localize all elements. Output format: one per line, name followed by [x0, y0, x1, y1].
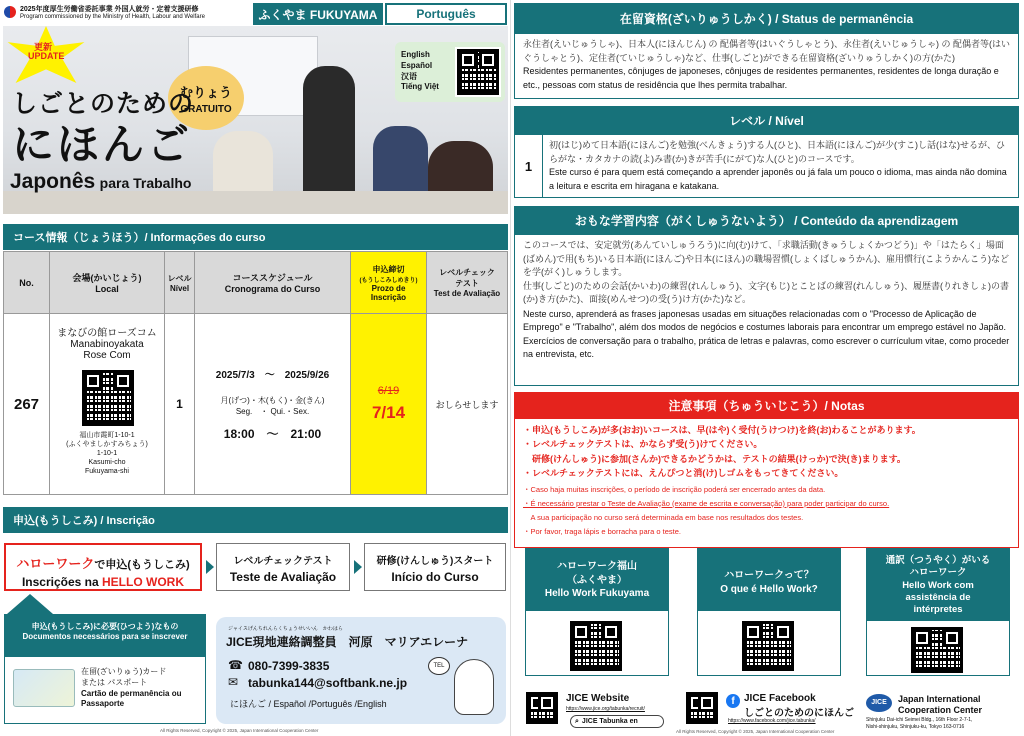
hello-work-qr-code[interactable]	[570, 621, 622, 671]
arrow-icon	[354, 560, 362, 574]
copyright-right: All Rights Reserved, Copyright © 2025, Japan International Cooperation Center	[676, 729, 835, 734]
level-number: 1	[515, 135, 543, 197]
phone-icon: ☎	[228, 658, 243, 672]
free-jp: むりょう	[179, 84, 232, 100]
facebook-url[interactable]: https://www.facebook.com/jice.tabunka/	[728, 718, 816, 724]
org-address-1: Shinjuku Dai-ichi Seimei Bldg., 16th Floor 2-7-1,	[866, 717, 973, 723]
website-title: JICE Website	[566, 693, 630, 704]
step-start: 研修(けんしゅう)スタート Início do Curso	[364, 543, 506, 591]
col-test: レベルチェック テスト Test de Avaliação	[427, 252, 508, 314]
jice-logo: JICE	[866, 694, 892, 712]
contact-languages: にほんご / Español /Português /English	[230, 699, 387, 709]
level-value: 1	[165, 314, 195, 495]
up-arrow-icon	[7, 594, 53, 614]
content-pt2: Exercícios de conversação para o trabalho, prática de letras e palavras, como escrever o currículum vitae, como proceder na entrevista, etc.	[523, 335, 1010, 359]
note-jp: 研修(けんしゅう)に参加(さんか)できるかどうかは、テストの結果(けっか)で決(き)まります。	[523, 453, 906, 464]
facebook-title: JICE Facebook	[744, 693, 816, 704]
what-is-hello-work-qr-code[interactable]	[742, 621, 794, 671]
course-number: 267	[4, 314, 50, 495]
documents-box-header: 申込(もうしこみ)に必要(ひつよう)なもの Documentos necessários para se inscrever	[4, 614, 206, 656]
column-divider	[510, 0, 511, 736]
note-jp: ・レベルチェックテストは、かならず受(う)けてください。	[523, 439, 763, 450]
teacher-image	[303, 66, 355, 206]
contact-box	[216, 617, 506, 724]
link-card-what-is-hello-work: ハローワークって？ O que é Hello Work?	[697, 548, 841, 676]
course-info-header: コース情報（じょうほう）/ Informações do curso	[3, 224, 508, 250]
content-header: おもな学習内容（がくしゅうないよう） / Conteúdo da aprendizagem	[514, 206, 1019, 234]
col-level: レベル Nível	[165, 252, 195, 314]
notes-box	[514, 418, 1019, 548]
search-box[interactable]: ⌕ JICE Tabunka en	[570, 715, 664, 728]
contact-name: JICE現地連絡調整員 河原 マリアエレーナ	[226, 635, 469, 649]
col-venue: 会場(かいじょう) Local	[50, 252, 165, 314]
step-test: レベルチェックテスト Teste de Avaliação	[216, 543, 350, 591]
org-line2: Program commissioned by the Ministry of Health, Labour and Welfare	[20, 14, 205, 20]
subtitle	[10, 170, 191, 194]
person-on-phone-icon	[454, 659, 494, 715]
desk-image	[3, 191, 508, 214]
org-name-1: Japan International	[898, 694, 981, 704]
course-table	[3, 251, 508, 495]
level-header: レベル / Nível	[514, 106, 1019, 134]
status-jp: 永住者(えいじゅうしゃ)、日本人(にほんじん) の 配偶者等(はいぐうしゃとう)、永住者(えいじゅうしゃ) の 配偶者等(はいぐうしゃとう)、定住者(ていじゅうしゃ)など、仕事(しごと)ができる在留資格(ざいりゅうしかく)の方(かた)	[523, 39, 1010, 63]
lang-vietnamese: Tiếng Việt	[401, 82, 439, 92]
level-pt: Este curso é para quem está começando a aprender japonês ou já fala um pouco o idioma, mas ainda não domina a leitura e escrita em hiragana e katakana.	[549, 167, 1007, 191]
interpreter-qr-code[interactable]	[911, 627, 963, 673]
org-line1: 2025年度厚生労働省委託事業 外国人就労・定着支援研修	[20, 6, 199, 13]
facebook-name: しごとのためのにほんご	[744, 708, 854, 719]
status-box	[514, 33, 1019, 99]
step-hello-work: ハローワークで申込(もうしこみ) Inscrições na HELLO WORK	[4, 543, 202, 591]
copyright-left: All Rights Reserved, Copyright © 2025, Japan International Cooperation Center	[160, 728, 319, 733]
website-qr-code[interactable]	[526, 692, 558, 724]
email-address[interactable]: tabunka144@softbank.ne.jp	[248, 676, 408, 690]
content-pt1: Neste curso, aprenderá as frases japonesas usadas em situações relacionadas com o "Processo de Aplicação de Emprego" e "Trabalho", além dos modos de negócios e costumes laborais para encontrar um emprego estável no Japão.	[523, 308, 1007, 332]
note-pt: ・Caso haja muitas inscrições, o período de inscrição poderá ser encerrado antes da data.	[523, 484, 826, 494]
level-box	[514, 134, 1019, 198]
status-header: 在留資格(ざいりゅうしかく) / Status de permanência	[514, 3, 1019, 33]
table-row	[4, 314, 508, 495]
title-big: にほんご	[12, 121, 193, 168]
id-card-icon	[13, 669, 75, 707]
note-jp: ・レベルチェックテストには、えんぴつと消(け)しゴムをもってきてください。	[523, 468, 844, 479]
venue-cell: まなびの館ローズコム Manabinoyakata Rose Com 福山市霞町1-10-1 (ふくやましかすみちょう) 1-10-1 Kasumi-cho Fukuyama-shi	[50, 314, 165, 495]
other-languages-box	[395, 42, 505, 102]
note-jp: ・申込(もうしこみ)が多(おお)いコースは、早(はや)く受付(うけつけ)を終(お)わることがあります。	[523, 425, 921, 435]
tel-bubble: TEL	[428, 657, 450, 675]
apply-header: 申込(もうしこみ) / Inscrição	[3, 507, 508, 533]
org-header	[4, 3, 252, 25]
link-card-interpreter: 通訳（つうやく）がいる ハローワーク Hello Work com assistência de intérpretes	[866, 548, 1010, 676]
note-pt: A sua participação no curso será determinada em base nos resultados dos testes.	[523, 513, 804, 523]
org-name-2: Cooperation Center	[898, 705, 983, 715]
link-card-hello-work: ハローワーク福山 （ふくやま） Hello Work Fukuyama	[525, 548, 669, 676]
mhlw-logo-icon	[4, 6, 16, 18]
language-label: Português	[385, 3, 507, 25]
city-label: ふくやま FUKUYAMA	[253, 3, 383, 25]
deadline-cell: 6/19 7/14	[351, 314, 427, 495]
arrow-icon	[206, 560, 214, 574]
phone-number[interactable]: 080-7399-3835	[248, 659, 330, 673]
facebook-icon: f	[726, 694, 740, 708]
lang-english: English	[401, 50, 430, 59]
update-jp: 更新	[34, 42, 53, 52]
subtitle-main: Japonês	[10, 170, 96, 193]
free-pt: GRATUITO	[180, 103, 232, 115]
search-icon: ⌕	[575, 717, 579, 725]
test-cell: おしらせします	[427, 314, 508, 495]
subtitle-rest: para Trabalho	[99, 175, 192, 191]
update-en: UPDATE	[28, 51, 65, 61]
lang-spanish: Español	[401, 60, 433, 70]
level-jp: 初(はじ)めて日本語(にほんご)を勉強(べんきょう)する人(ひと)、日本語(にほんご)が少(すこ)し話(はな)せるが、ひらがな・カタカナの読(よ)み書(か)きが苦手(にがて)な人(ひと)のコースです。	[549, 140, 1005, 164]
org-address-2: Nishi-shinjuku, Shinjuku-ku, Tokyo 163-0716	[866, 724, 965, 730]
content-jp1: このコースでは、安定就労(あんていしゅうろう)に向(む)けて、「求職活動(きゅうしょくかつどう)」や「はたらく」場面(ばめん)で用(もち)いる日本語(にほんご)や日本(にほん)の職場習慣(しょくばしゅうかん)、雇用慣行(こようかんこう)などを学(がく)しゅうします。	[523, 240, 1009, 277]
note-pt: ・Por favor, traga lápis e borracha para o teste.	[523, 527, 682, 537]
documents-box: 在留(ざいりゅう)カード または パスポート Cartão de permanência ou Passaporte	[4, 656, 206, 724]
website-url[interactable]: https://www.jice.org/tabunka/recruit/	[566, 706, 645, 712]
col-no: No.	[4, 252, 50, 314]
title-small: しごとのための	[12, 90, 195, 118]
mail-icon: ✉	[228, 675, 239, 689]
languages-qr-code[interactable]	[457, 49, 499, 95]
content-jp2: 仕事(しごと)のための会話(かいわ)の練習(れんしゅう)、文字(もじ)とことばの練習(れんしゅう)、履歴書(りれきしょ)の書(か)き方(かた)、面接(めんせつ)の受(う)け方(かた)など。	[523, 280, 1009, 304]
lang-chinese: 汉语	[401, 71, 417, 81]
venue-qr-code[interactable]	[82, 370, 134, 426]
col-deadline: 申込締切 (もうしこみしめきり) Prozo de Inscrição	[351, 252, 427, 314]
note-pt: ・É necessário prestar o Teste de Avaliação (exame de escrita e conversação) para poder participar do curso.	[523, 498, 890, 508]
notes-header: 注意事項（ちゅういじこう）/ Notas	[514, 392, 1019, 418]
contact-furigana: ジャイスげんちれんらくちょうせいいん かわはら	[228, 626, 343, 632]
facebook-qr-code[interactable]	[686, 692, 718, 724]
col-schedule: コーススケジュール Cronograma do Curso	[195, 252, 351, 314]
content-box	[514, 234, 1019, 386]
status-pt: Residentes permanentes, cônjuges de japoneses, cônjuges de residentes permanentes, residentes de longa duração e etc., pessoas com status de residência que lhes permita trabalhar.	[523, 66, 999, 90]
schedule-cell: 2025/7/3 ～ 2025/9/26 月(げつ)・木(もく)・金(きん) Seg. ・ Qui.・Sex. 18:00 ～ 21:00	[195, 314, 351, 495]
